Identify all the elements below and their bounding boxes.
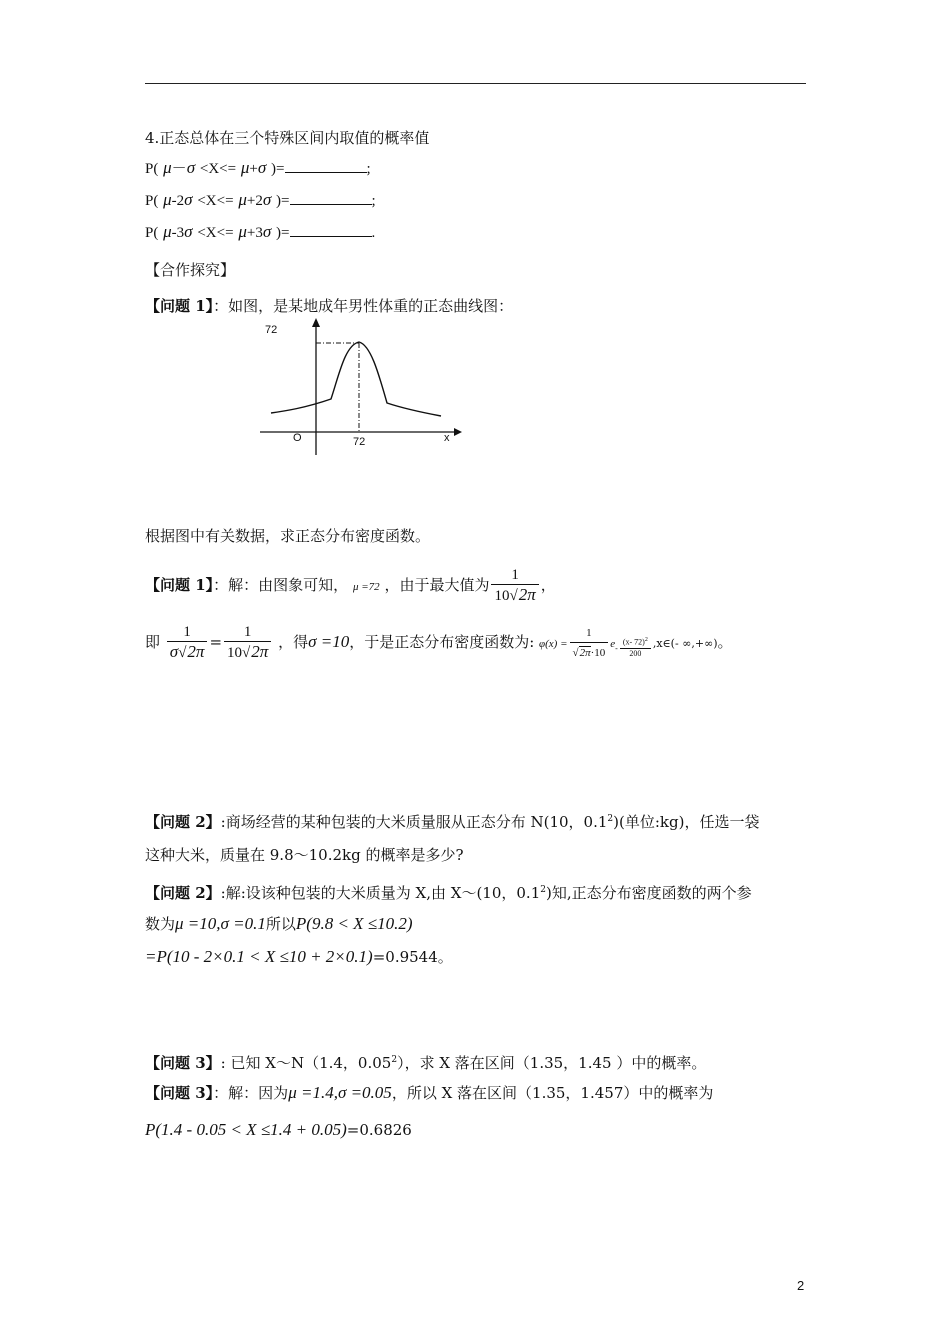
section-4-title: 4.正态总体在三个特殊区间内取值的概率值 [145,129,430,147]
normal-curve [271,342,441,416]
y-axis-arrow-icon [312,318,320,327]
q2-solution-line-3: =P(10 - 2×0.1 < X ≤10 + 2×0.1)=0.9544。 [145,947,453,966]
exponent: - $\frac{(x- 72)^2}{200}$ [615,624,653,671]
answer-blank-3 [290,222,372,237]
q2-prompt-line-2: 这种大米，质量在 9.8～10.2kg 的概率是多少? [145,846,464,864]
x-axis-label: x [444,432,450,444]
sigma-fraction: $\frac{1}{\sigma√2\pi}$ [167,623,208,663]
q2-prompt-line-1: 【问题 2】:商场经营的某种包装的大米质量服从正态分布 N(10，$0.1^2$)(单位:kg)，任选一袋 [145,813,760,831]
page-number: 2 [797,1278,805,1293]
max-fraction-repeat: $\frac{1}{10√2\pi}$ [224,623,271,663]
q1-prompt: 【问题 1】：如图，是某地成年男性体重的正态曲线图： [145,297,514,315]
x-tick-label: 72 [353,436,366,448]
header-rule [145,83,806,84]
x-axis-arrow-icon [454,428,462,436]
answer-blank-1 [285,158,367,173]
q3-prompt: 【问题 3】: 已知 X～N（1.4，0.05$^2$），求 X 落在区间（1.35，1.45 ）中的概率。 [145,1054,707,1072]
q1-solution-line-1: 【问题 1】：解：由图象可知， μ =72 ，由于最大值为 $\frac{1}{10√2\pi}$ ， [145,567,556,604]
origin-label: O [293,432,302,444]
prob-line-3: P( μ-3σ <X<= μ+3σ )= . [145,222,376,241]
peak-label: 72 [265,324,278,336]
q1-ask: 根据图中有关数据，求正态分布密度函数。 [145,527,431,545]
q3-solution-line-2: P(1.4 - 0.05 < X ≤1.4 + 0.05)=0.6826 [145,1120,412,1139]
normal-curve-figure [255,315,470,460]
q2-solution-line-2: 数为μ =10,σ =0.1所以P(9.8 < X ≤10.2) [145,914,413,933]
q3-solution-line-1: 【问题 3】：解：因为μ =1.4,σ =0.05，所以 X 落在区间（1.35，1.457）中的概率为 [145,1083,714,1102]
q2-solution-line-1: 【问题 2】:解:设该种包装的大米质量为 X,由 X～(10，$0.1^2$)知,正态分布密度函数的两个参 [145,884,752,902]
max-value-fraction: $\frac{1}{10√2\pi}$ [491,566,538,606]
answer-blank-2 [290,190,372,205]
coop-heading: 【合作探究】 [145,261,236,279]
prob-line-2: P( μ-2σ <X<= μ+2σ )= ; [145,190,376,209]
q1-solution-line-2: 即 $\frac{1}{\sigma√2\pi}$ = $\frac{1}{10√2\pi}$ ，得σ =10，于是正态分布密度函数为: φ(x) = $\frac{1}{√2\pi\cdot 10}$ e- $\frac{(x- 72)^2}{200}$ ,x∈(- ∞,+∞)。 [145,620,733,671]
prob-line-1: P( μ－σ <X<= μ+σ )= ; [145,158,371,177]
density-fraction: $\frac{1}{√2\pi\cdot 10}$ [570,624,609,663]
